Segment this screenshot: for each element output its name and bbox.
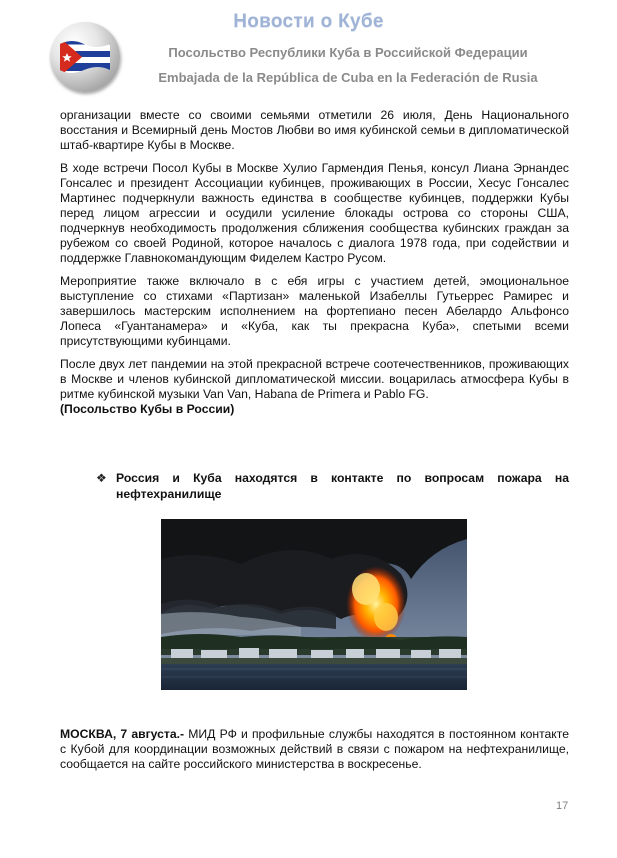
article-body: [60, 108, 569, 417]
next-article-lead: [60, 727, 569, 772]
article-paragraph: организации вместе со своими семьями отметили 26 июля, День Национального восстания и Всемирный день Мостов Любви во имя кубинской семьи в дипломатической штаб-квартире Кубы в Москве.: [60, 108, 569, 152]
lead-dateline: МОСКВА, 7 августа.-: [60, 727, 185, 741]
article-paragraph: В ходе встречи Посол Кубы в Москве Хулио Гармендия Пенья, консул Лиана Эрнандес Гонсалес и президент Ассоциации кубинцев, проживающих в России, Хесус Гонсалес Мартинес подчеркнули важность единства в сообществе кубинцев, поддержки Кубы перед лицом агрессии и осудили усиление блокады острова со стороны США, подчеркнув необходимость продолжения сближения сообщества кубинских граждан за рубежом со своей Родиной, которое началось с диалога 1978 года, при содействии и поддержке Главнокомандующим Фиделем Кастро Русом.: [60, 161, 569, 265]
article-source: (Посольство Кубы в России): [60, 402, 235, 416]
newsletter-title: Новости о Кубе: [233, 11, 384, 32]
article-paragraph: После двух лет пандемии на этой прекрасной встрече соотечественников, проживающих в Москве и членов кубинской дипломатической миссии. воцарилась атмосфера Кубы в ритме кубинской музыки Van Van, Habana de Primera и Pablo FG.: [60, 357, 569, 401]
next-article-headline-item: [96, 470, 569, 502]
next-article-headline: Россия и Куба находятся в контакте по вопросам пожара на нефтехранилище: [116, 471, 569, 501]
article-paragraph: Мероприятие также включало в с ебя игры с участием детей, эмоциональное выступление со стихами «Партизан» маленькой Изабеллы Гутьеррес Рамирес и завершилось мастерским исполнением на фортепиано песен Абелардо Альфонсо Лопеса «Гуантанамера» и «Куба, как ты прекрасна Куба», спетыми всеми присутствующими кубинцами.: [60, 274, 569, 348]
embassy-name-es: Embajada de la República de Cuba en la Federación de Rusia: [158, 70, 538, 85]
embassy-name-ru: Посольство Республики Куба в Российской Федерации: [168, 45, 528, 60]
lead-text: МИД РФ и профильные службы находятся в постоянном контакте с Кубой для координации возможных действий в связи с пожаром на нефтехранилище, сообщается на сайте российского министерства в воскресенье.: [60, 727, 569, 771]
page-header: [0, 0, 617, 100]
oil-depot-fire-photo: [161, 519, 467, 690]
page-number: 17: [556, 800, 569, 812]
diamond-bullet-icon: ❖: [96, 471, 107, 485]
